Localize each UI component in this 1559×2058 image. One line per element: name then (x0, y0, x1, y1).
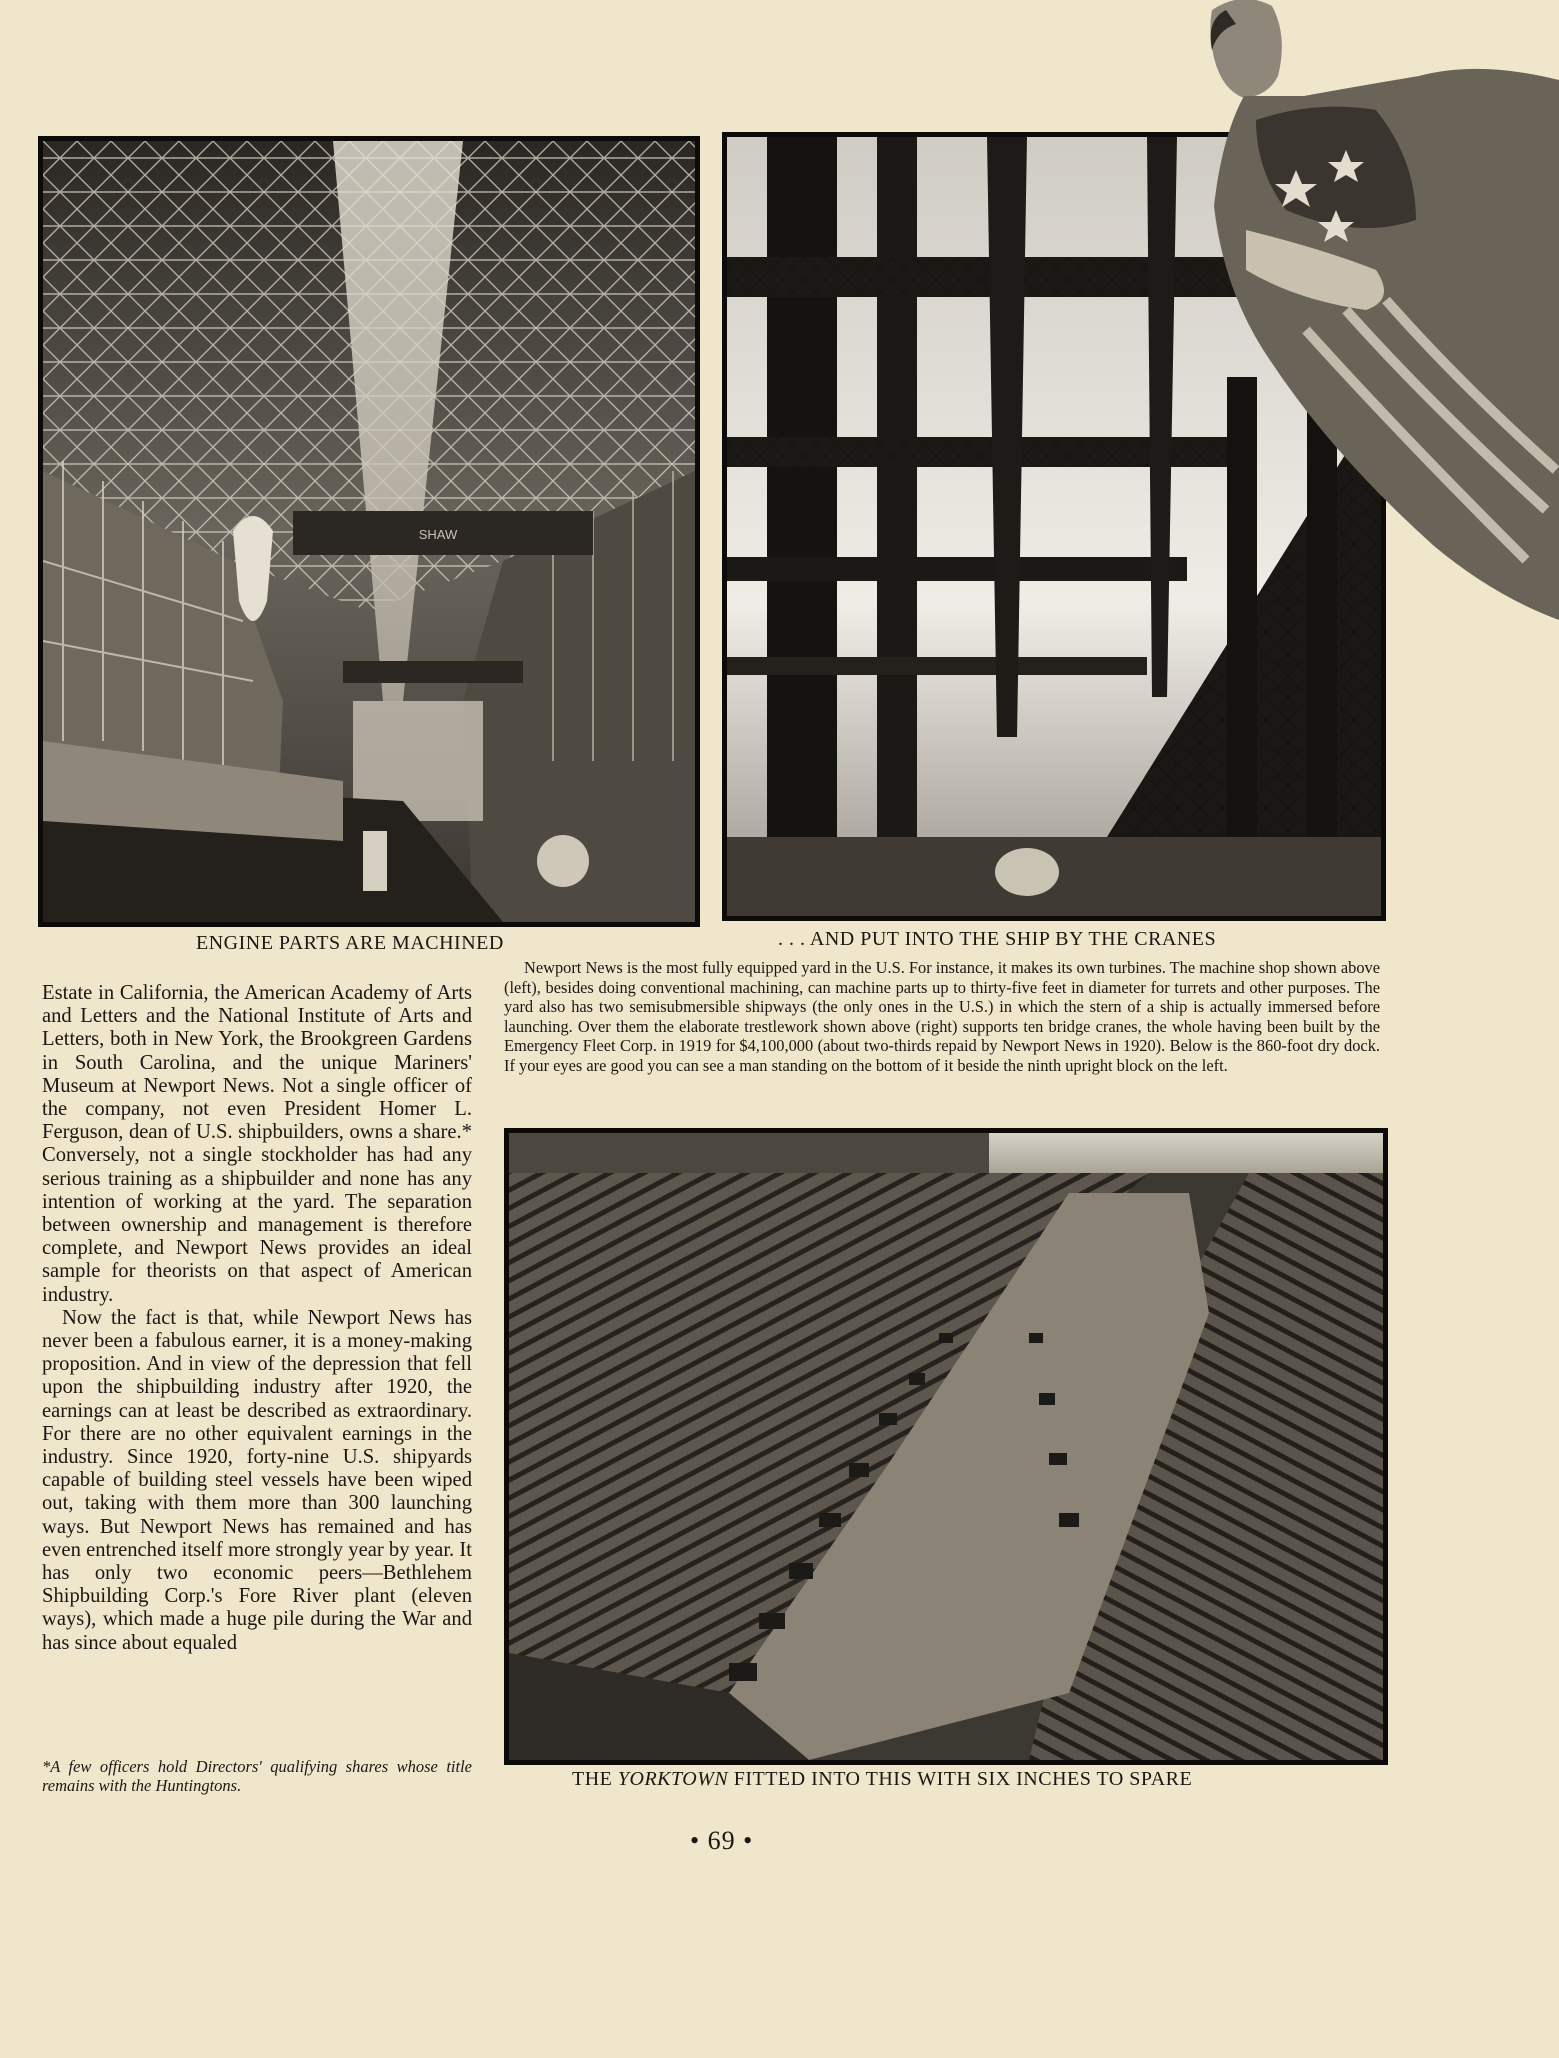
footnote: *A few officers hold Directors' qualifying shares whose title remains with the Huntingtons. (42, 1757, 472, 1795)
yorktown-caption-ship-name: YORKTOWN (617, 1768, 729, 1790)
figurehead-statue-image (1186, 0, 1559, 620)
dry-dock-photo (504, 1128, 1388, 1765)
yorktown-caption (572, 1768, 1192, 1791)
machine-shop-photo (38, 136, 700, 927)
page-number: • 69 • (690, 1826, 754, 1855)
article-paragraph-2: Now the fact is that, while Newport News has never been a fabulous earner, it is a money-making proposition. And in view of the depression that fell upon the shipbuilding industry after 1920, the earnings can at least be described as extraordinary. For there are no other equivalent earnings in the industry. Since 1920, forty-nine U.S. shipyards capable of building steel vessels have been wiped out, taking with them more than 300 launching ways. But Newport News has remained and has even entrenched itself more strongly year by year. It has only two economic peers—Bethlehem Shipbuilding Corp.'s Fore River plant (eleven ways), which made a huge pile during the War and has since about equaled (42, 1306, 472, 1654)
machine-shop-image (43, 141, 695, 922)
cranes-caption: . . . AND PUT INTO THE SHIP BY THE CRANES (778, 928, 1217, 950)
yorktown-caption-pre: THE (572, 1768, 618, 1790)
dry-dock-image (509, 1133, 1383, 1760)
crane-plate-text: SHAW (418, 527, 458, 542)
yorktown-caption-post: FITTED INTO THIS WITH SIX INCHES TO SPARE (728, 1768, 1193, 1790)
photo-description-text: Newport News is the most fully equipped yard in the U.S. For instance, it makes its own turbines. The machine shop shown above (left), besides doing conventional machining, can machine parts up to thirty-five feet in diameter for turrets and other purposes. The yard also has two semisubmersible shipways (the only ones in the U.S.) in which the stern of a ship is actually immersed before launching. Over them the elaborate trestlework shown above (right) supports ten bridge cranes, the whole having been built by the Emergency Fleet Corp. in 1919 for $4,100,000 (about two-thirds repaid by Newport News in 1920). Below is the 860-foot dry dock. If your eyes are good you can see a man standing on the bottom of it beside the ninth upright block on the left. (504, 958, 1380, 1075)
article-body (42, 982, 472, 1655)
engine-parts-caption: ENGINE PARTS ARE MACHINED (196, 932, 504, 954)
article-paragraph-1: Estate in California, the American Academy of Arts and Letters and the National Institute of Arts and Letters, both in New York, the Brookgreen Gardens in South Carolina, and the unique Mariners' Museum at Newport News. Not a single officer of the company, not even President Homer L. Ferguson, dean of U.S. shipbuilders, owns a share.* Conversely, not a single stockholder has had any serious training as a shipbuilder and none has any intention of working at the yard. The separation between ownership and management is therefore complete, and Newport News provides an ideal sample for theorists on that aspect of American industry. (42, 982, 472, 1306)
